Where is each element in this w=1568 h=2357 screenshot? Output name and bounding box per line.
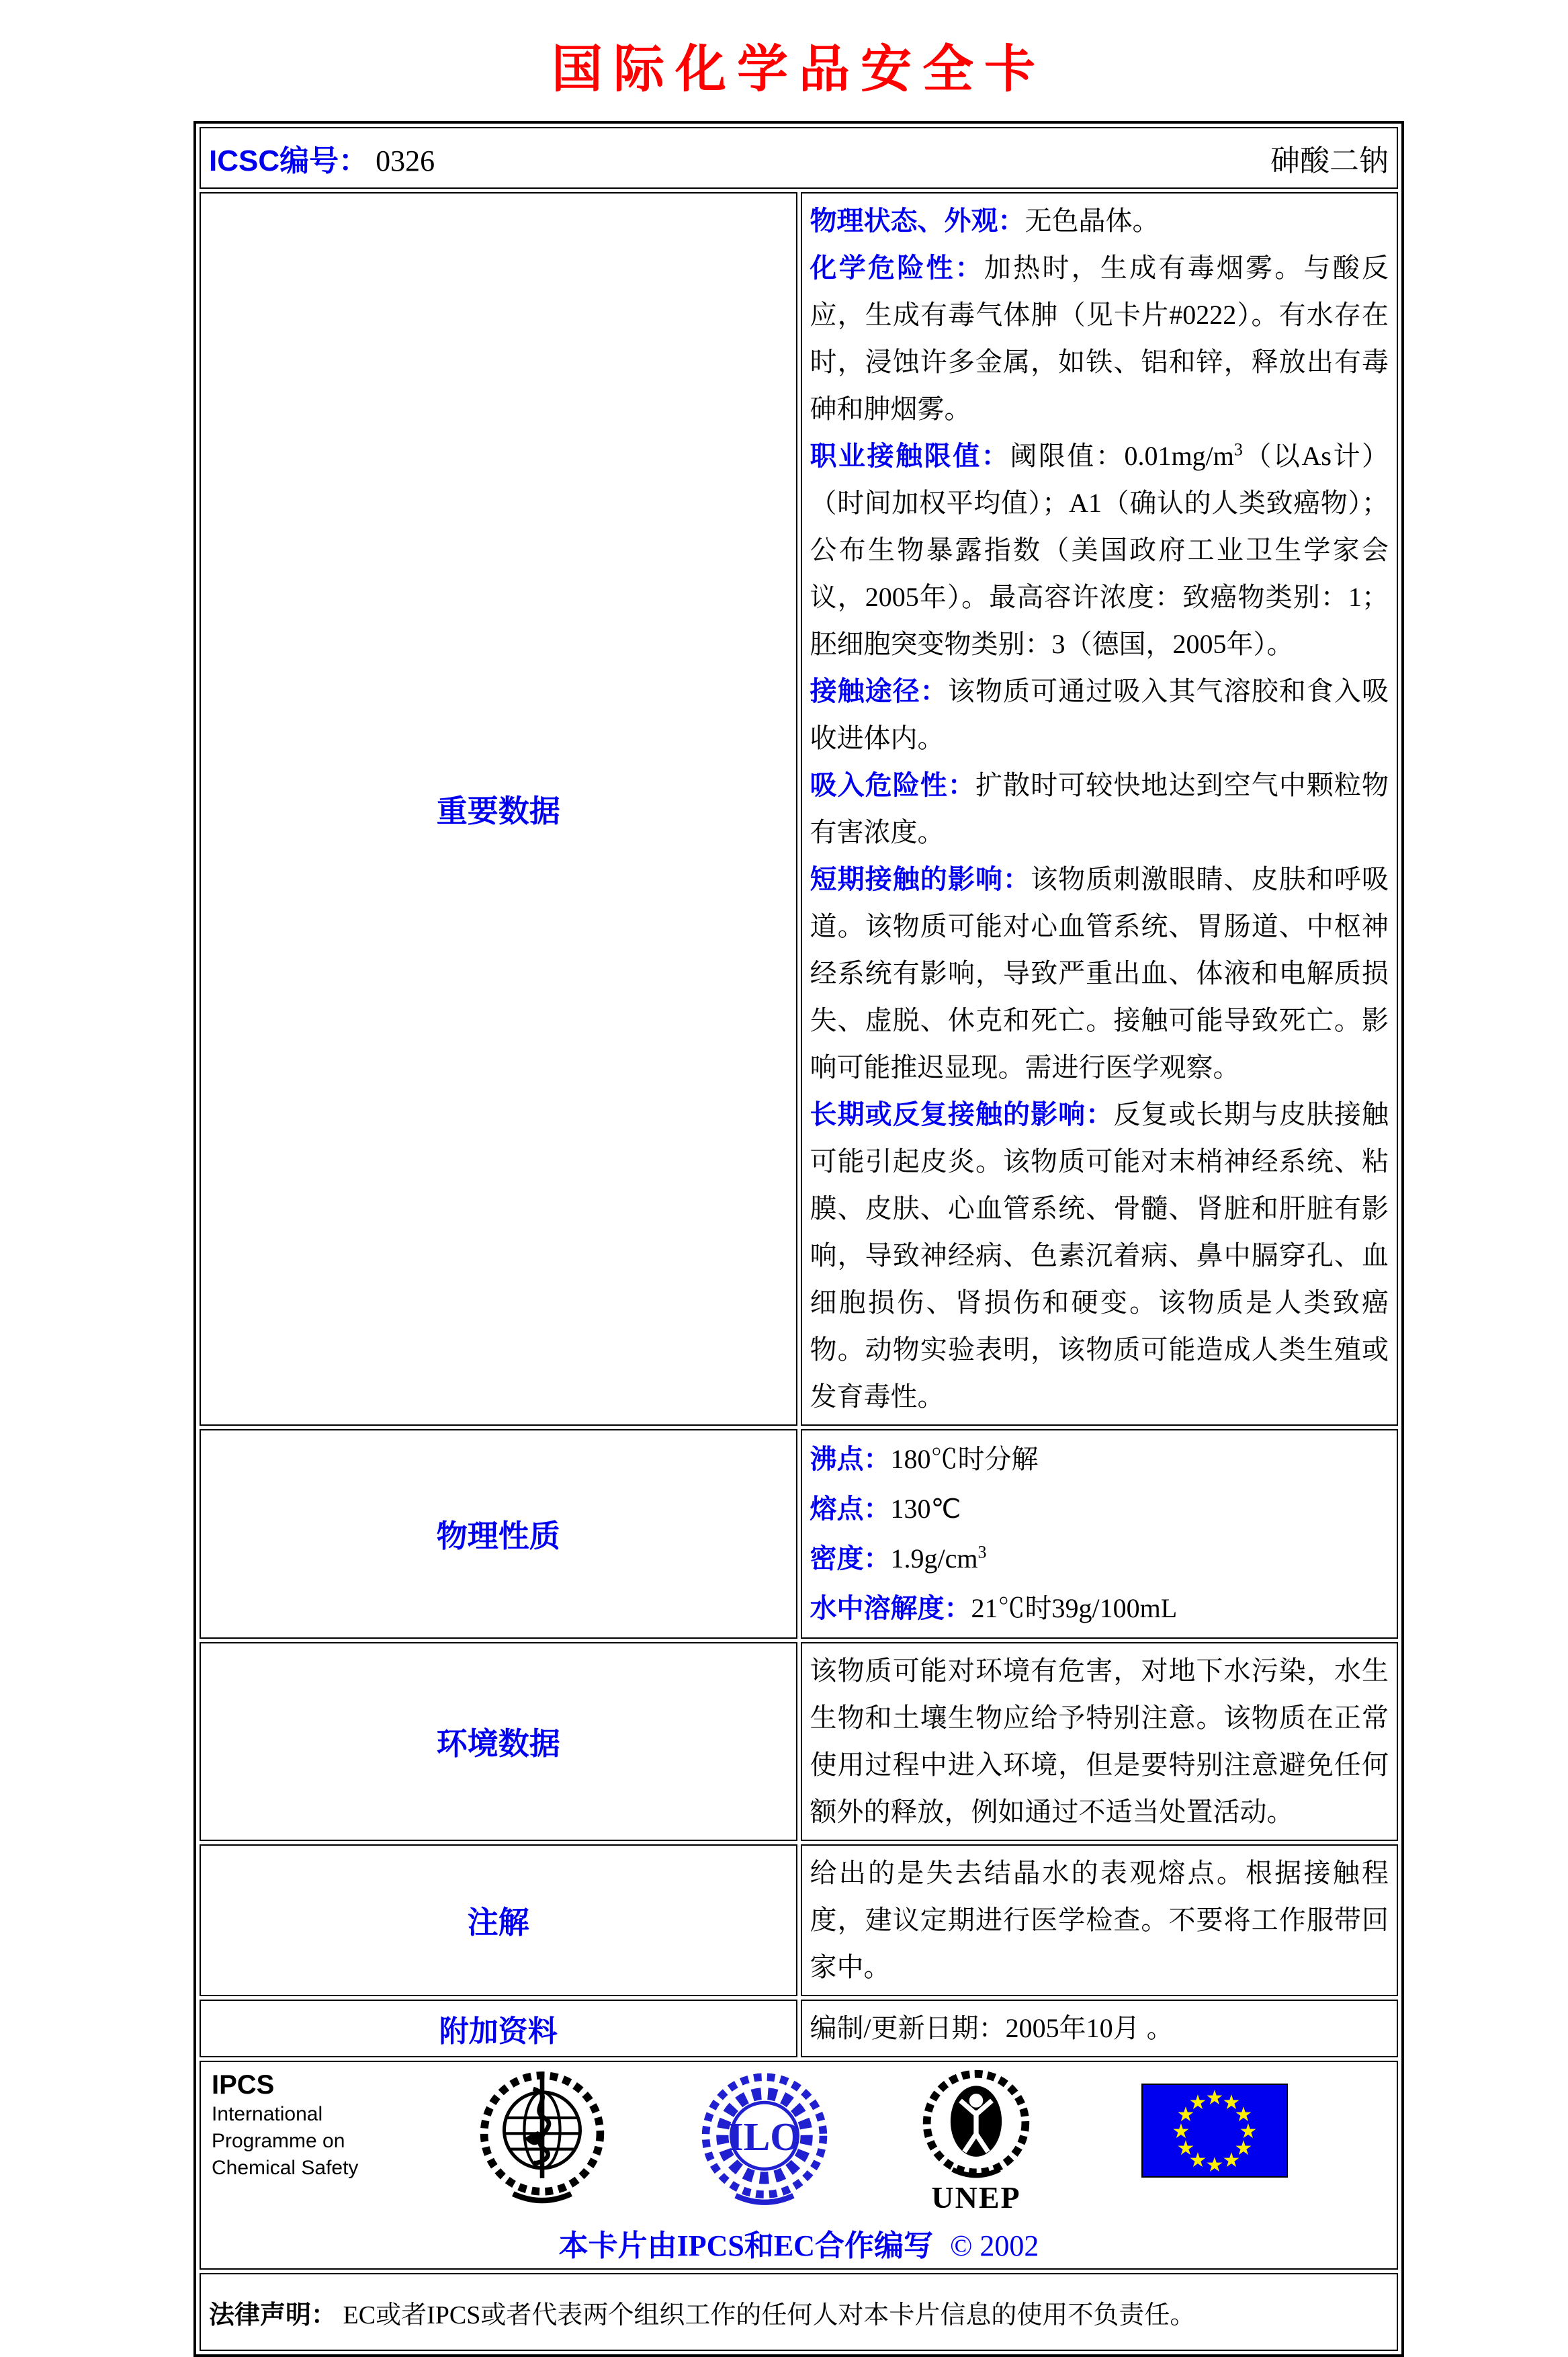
icsc-card (193, 121, 1404, 2357)
icsc-number-label: ICSC编号： (209, 144, 369, 177)
copyright-text: © 2002 (949, 2229, 1039, 2262)
superscript: 3 (1233, 439, 1243, 460)
property-melting-point (810, 1484, 1389, 1534)
property-water-solubility (810, 1584, 1389, 1633)
section-label-environmental-data: 环境数据 (200, 1642, 797, 1841)
important-data-row (200, 192, 1398, 1426)
important-item-long-term-effects (810, 1091, 1389, 1420)
icsc-number-value: 0326 (376, 144, 435, 177)
ipcs-line3: Chemical Safety (212, 2157, 359, 2179)
physical-properties-row (200, 1429, 1398, 1639)
ipcs-line2: Programme on (212, 2130, 345, 2152)
field-label: 职业接触限值： (810, 441, 1010, 471)
field-text: 该物质刺激眼睛、皮肤和呼吸道。该物质可能对心血管系统、胃肠道、中枢神经系统有影响，导致严重出血、体液和电解质损失、虚脱、休克和死亡。接触可能导致死亡。影响可能推迟显现。需进行医学观察。 (810, 864, 1389, 1082)
field-label: 熔点： (810, 1494, 891, 1524)
svg-text:★: ★ (1239, 2120, 1258, 2143)
important-item-routes-of-exposure (810, 668, 1389, 762)
notes-content (801, 1844, 1399, 1996)
environmental-data-text: 该物质可能对环境有危害，对地下水污染，水生生物和土壤生物应给予特别注意。该物质在正常使用过程中进入环境，但是要特别注意避免任何额外的释放，例如通过不适当处置活动。 (810, 1656, 1389, 1827)
cooperation-caption (201, 2221, 1397, 2264)
unep-wordmark: UNEP (931, 2180, 1021, 2215)
svg-text:★: ★ (1222, 2149, 1241, 2172)
svg-text:★: ★ (1234, 2137, 1253, 2160)
field-value: 21℃时39g/100mL (971, 1593, 1178, 1623)
field-label: 短期接触的影响： (810, 865, 1031, 894)
svg-text:★: ★ (1176, 2103, 1195, 2127)
svg-text:★: ★ (1205, 2153, 1224, 2177)
chemical-name: 砷酸二钠 (1270, 144, 1389, 177)
header-row (200, 127, 1398, 189)
legal-label: 法律声明： (209, 2301, 337, 2329)
ilo-logo-icon (698, 2069, 831, 2217)
important-item-chemical-dangers (810, 245, 1389, 433)
legal-text: EC或者IPCS或者代表两个组织工作的任何人对本卡片信息的使用不负责任。 (343, 2301, 1196, 2329)
important-item-physical-state (810, 198, 1389, 245)
logos-row (200, 2061, 1398, 2270)
svg-text:★: ★ (1234, 2103, 1253, 2127)
unep-logo-icon (917, 2069, 1035, 2214)
additional-info-row (200, 2000, 1398, 2057)
icsc-number-group (209, 136, 435, 179)
field-text: 无色晶体。 (1025, 206, 1160, 236)
environmental-data-row (200, 1642, 1398, 1841)
field-text: 反复或长期与皮肤接触可能引起皮炎。该物质可能对末梢神经系统、粘膜、皮肤、心血管系统、骨髓、肾脏和肝脏有影响，导致神经病、色素沉着病、鼻中膈穿孔、血细胞损伤、肾损伤和硬变。该物质是人类致癌物。动物实验表明，该物质可能造成人类生殖或发育毒性。 (810, 1099, 1389, 1412)
page-title: 国际化学品安全卡 (552, 42, 1046, 98)
logos-cell (200, 2061, 1398, 2270)
section-label-additional-info: 附加资料 (200, 2000, 797, 2057)
ipcs-acronym: IPCS (212, 2070, 275, 2100)
important-data-content (801, 192, 1399, 1426)
field-value: 130℃ (890, 1494, 961, 1524)
notes-row (200, 1844, 1398, 1996)
field-label: 水中溶解度： (810, 1594, 971, 1623)
section-label-notes: 注解 (200, 1844, 797, 1996)
field-text: 阈限值：0.01mg/m (1010, 441, 1234, 471)
superscript: 3 (977, 1542, 987, 1562)
field-label: 接触途径： (810, 677, 948, 706)
legal-cell (200, 2273, 1398, 2351)
ipcs-text-block (212, 2069, 413, 2182)
property-density (810, 1534, 1389, 1584)
important-item-inhalation-risk (810, 762, 1389, 856)
eu-flag-icon (1141, 2084, 1288, 2181)
header-cell (200, 127, 1398, 189)
field-text: 加热时，生成有毒烟雾。与酸反应，生成有毒气体胂（见卡片#0222）。有水存在时，浸蚀许多金属，如铁、铝和锌，释放出有毒砷和胂烟雾。 (810, 253, 1389, 424)
svg-text:★: ★ (1188, 2091, 1207, 2114)
ilo-monogram: ILO (728, 2114, 801, 2159)
svg-text:★: ★ (1172, 2120, 1190, 2143)
field-text: 扩散时可较快地达到空气中颗粒物有害浓度。 (810, 770, 1389, 847)
field-label: 密度： (810, 1544, 891, 1574)
physical-properties-content (801, 1429, 1399, 1639)
field-label: 物理状态、外观： (810, 206, 1025, 236)
field-value: 1.9g/cm (890, 1543, 978, 1574)
field-text: （以As计）（时间加权平均值）；A1（确认的人类致癌物）；公布生物暴露指数（美国政府工业卫生学家会议，2005年）。最高容许浓度：致癌物类别：1；胚细胞突变物类别：3（德国，2005年）。 (810, 441, 1389, 659)
cooperation-caption-text: 本卡片由IPCS和EC合作编写 (558, 2229, 933, 2262)
field-label: 吸入危险性： (810, 771, 975, 800)
svg-text:★: ★ (1222, 2091, 1241, 2114)
who-logo-icon (475, 2069, 609, 2217)
section-label-important-data: 重要数据 (200, 192, 797, 1426)
svg-text:★: ★ (1205, 2086, 1224, 2110)
field-label: 长期或反复接触的影响： (810, 1100, 1114, 1129)
field-label: 沸点： (810, 1445, 891, 1474)
field-label: 化学危险性： (810, 253, 984, 283)
field-value: 180℃时分解 (890, 1444, 1039, 1474)
property-boiling-point (810, 1434, 1389, 1484)
svg-text:★: ★ (1176, 2137, 1195, 2160)
section-label-physical-properties: 物理性质 (200, 1429, 797, 1639)
svg-text:★: ★ (1188, 2149, 1207, 2172)
ipcs-line1: International (212, 2103, 323, 2125)
environmental-data-content (801, 1642, 1399, 1841)
additional-info-content (801, 2000, 1399, 2057)
legal-row (200, 2273, 1398, 2351)
field-text: 该物质可通过吸入其气溶胶和食入吸收进体内。 (810, 676, 1389, 753)
important-item-short-term-effects (810, 856, 1389, 1091)
additional-info-text: 编制/更新日期：2005年10月 。 (810, 2013, 1174, 2043)
important-item-occupational-exposure-limits (810, 433, 1389, 668)
notes-text: 给出的是失去结晶水的表观熔点。根据接触程度，建议定期进行医学检查。不要将工作服带回家中。 (810, 1858, 1389, 1982)
